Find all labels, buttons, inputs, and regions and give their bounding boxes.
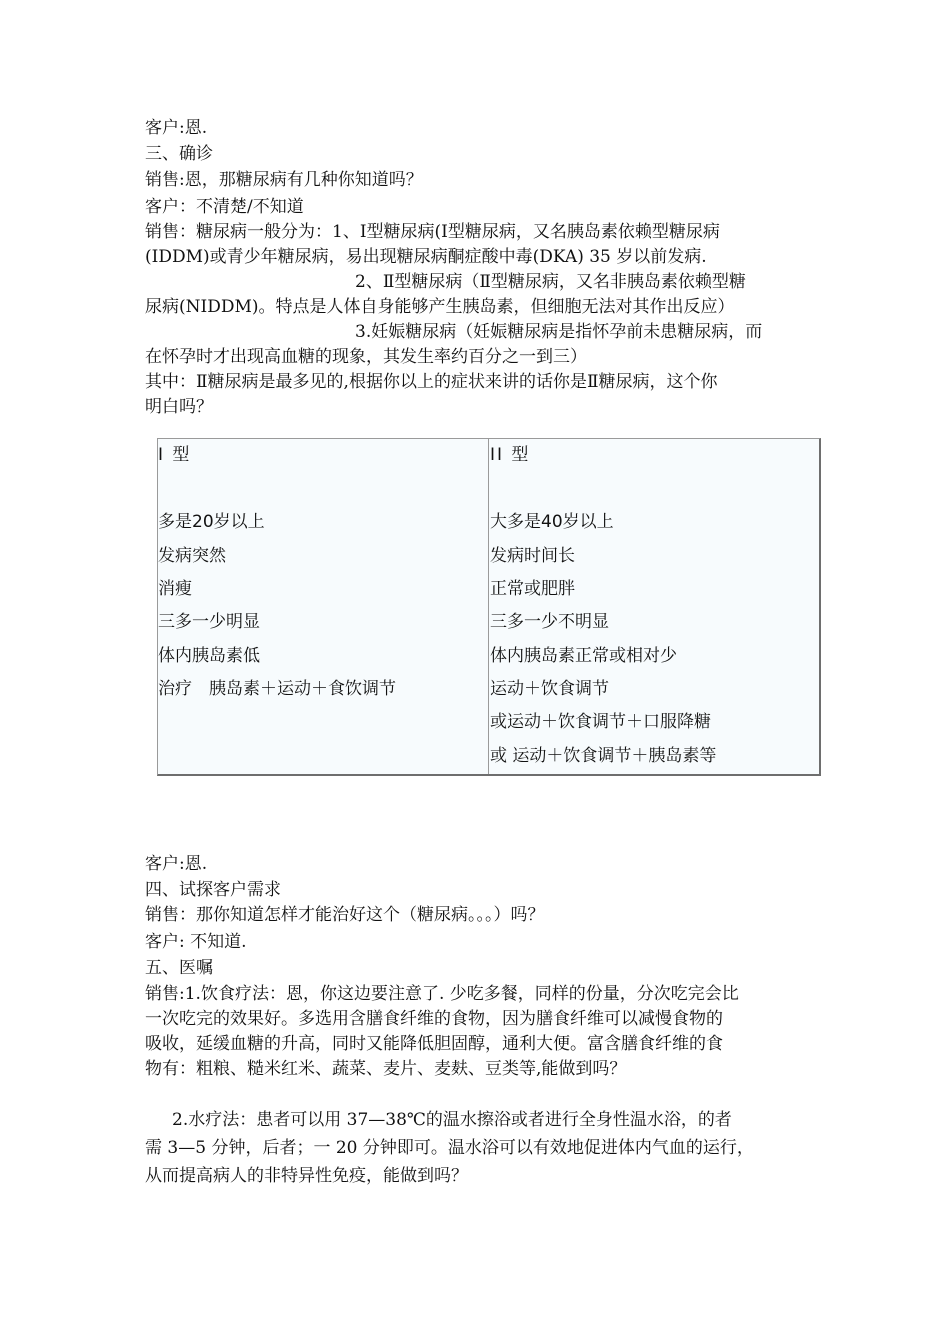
dialogue-line: 客户:恩. <box>145 854 208 874</box>
dialogue-line: 需 3—5 分钟，后者；一 20 分钟即可。温水浴可以有效地促进体内气血的运行， <box>145 1138 754 1158</box>
dialogue-line: 客户: 不知道. <box>145 932 247 952</box>
table-cell: 运动＋饮食调节 <box>490 679 609 699</box>
dialogue-line: 物有：粗粮、糙米红米、蔬菜、麦片、麦麸、豆类等,能做到吗？ <box>145 1059 627 1079</box>
dialogue-line: 销售：那你知道怎样才能治好这个（糖尿病。。。）吗？ <box>145 905 545 925</box>
table-cell: 消瘦 <box>158 579 192 599</box>
dialogue-line: 客户：不清楚/不知道 <box>145 197 304 217</box>
dialogue-line: 销售:1.饮食疗法：恩，你这边要注意了. 少吃多餐，同样的份量，分次吃完会比 <box>145 984 739 1004</box>
table-cell: 或 运动＋饮食调节＋胰岛素等 <box>490 746 717 766</box>
table-cell: 治疗 胰岛素＋运动＋食饮调节 <box>158 679 396 699</box>
dialogue-line: 2、Ⅱ型糖尿病（Ⅱ型糖尿病，又名非胰岛素依赖型糖 <box>355 272 746 292</box>
dialogue-line: 在怀孕时才出现高血糖的现象，其发生率约百分之一到三） <box>145 347 587 367</box>
dialogue-line: 2.水疗法：患者可以用 37—38℃的温水擦浴或者进行全身性温水浴，的者 <box>172 1110 732 1130</box>
section-heading-advice: 五、医嘱 <box>145 958 213 978</box>
table-cell: 发病时间长 <box>490 546 575 566</box>
diabetes-type-comparison-table <box>157 438 821 776</box>
dialogue-line: 客户:恩. <box>145 118 208 138</box>
table-cell: 体内胰岛素低 <box>158 646 260 666</box>
table-cell: 发病突然 <box>158 546 226 566</box>
table-header-type1: I 型 <box>158 445 192 465</box>
dialogue-line: 销售:恩，那糖尿病有几种你知道吗？ <box>145 170 423 190</box>
section-heading-probe-needs: 四、试探客户需求 <box>145 880 281 900</box>
table-cell: 三多一少不明显 <box>490 612 609 632</box>
section-heading-confirm: 三、确诊 <box>145 144 213 164</box>
table-cell: 体内胰岛素正常或相对少 <box>490 646 677 666</box>
table-cell: 正常或肥胖 <box>490 579 575 599</box>
table-column-divider <box>488 439 489 774</box>
table-cell: 多是20岁以上 <box>158 512 265 532</box>
dialogue-line: 吸收，延缓血糖的升高，同时又能降低胆固醇，通利大便。富含膳食纤维的食 <box>145 1034 723 1054</box>
dialogue-line: 其中：Ⅱ糖尿病是最多见的,根据你以上的症状来讲的话你是Ⅱ糖尿病，这个你 <box>145 372 718 392</box>
table-cell: 三多一少明显 <box>158 612 260 632</box>
table-header-type2: II 型 <box>490 445 531 465</box>
dialogue-line: 尿病(NIDDM)。特点是人体自身能够产生胰岛素，但细胞无法对其作出反应） <box>145 297 735 317</box>
dialogue-line: 明白吗？ <box>145 397 213 417</box>
dialogue-line: 从而提高病人的非特异性免疫，能做到吗？ <box>145 1166 468 1186</box>
table-cell: 或运动＋饮食调节＋口服降糖 <box>490 712 711 732</box>
dialogue-line: 3.妊娠糖尿病（妊娠糖尿病是指怀孕前未患糖尿病，而 <box>355 322 763 342</box>
dialogue-line: 一次吃完的效果好。多选用含膳食纤维的食物，因为膳食纤维可以减慢食物的 <box>145 1009 723 1029</box>
table-cell: 大多是40岁以上 <box>490 512 614 532</box>
dialogue-line: (IDDM)或青少年糖尿病，易出现糖尿病酮症酸中毒(DKA) 35 岁以前发病. <box>145 247 707 267</box>
dialogue-line: 销售：糖尿病一般分为：1、Ⅰ型糖尿病(Ⅰ型糖尿病，又名胰岛素依赖型糖尿病 <box>145 222 720 242</box>
